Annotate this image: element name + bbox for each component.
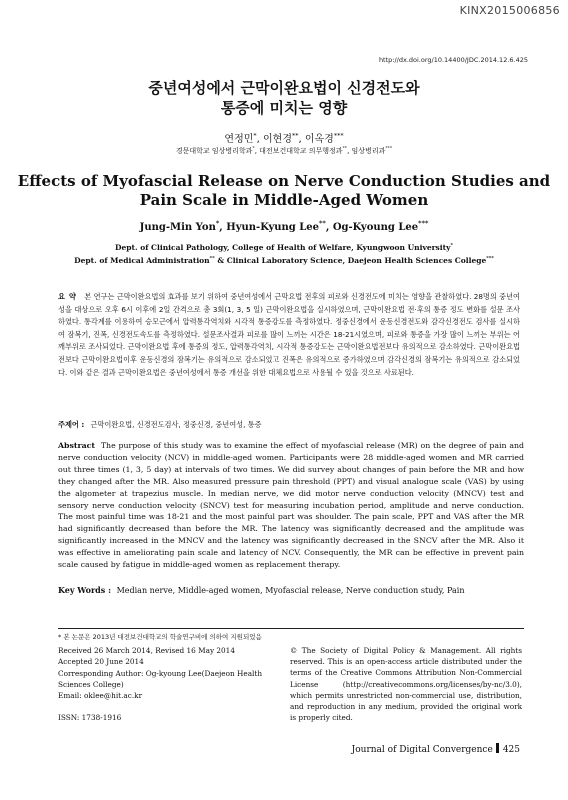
english-affiliations	[0, 241, 568, 267]
korean-author-name: 이옥경	[304, 134, 334, 145]
english-title-line-1: Effects of Myofascial Release on Nerve Conduction Studies and	[17, 172, 551, 190]
funding-note: * 본 논문은 2013년 대전보건대학교의 학술연구비에 의하여 지원되었음	[58, 633, 262, 641]
footnote-divider	[58, 628, 524, 629]
article-info	[58, 645, 268, 724]
english-abstract-label: Abstract	[58, 441, 96, 450]
english-authors: Jung-Min Yon*, Hyun-Kyung Lee**, Og-Kyoung Lee***	[139, 219, 429, 233]
english-author-name: Jung-Min Yon	[139, 222, 216, 233]
english-abstract	[58, 440, 524, 571]
issn: ISSN: 1738-1916	[58, 713, 122, 723]
english-affiliation-line-1	[0, 241, 568, 254]
english-keywords-text: Median nerve, Middle-aged women, Myofascial release, Nerve conduction study, Pain	[116, 586, 465, 595]
english-affiliation-line-2	[0, 254, 568, 267]
corresponding-email[interactable]: Email: oklee@hit.ac.kr	[58, 691, 143, 701]
page-number: 425	[502, 745, 520, 755]
korean-author-name: 연정민	[224, 134, 254, 145]
english-title-line-2: Pain Scale in Middle-Aged Women	[139, 191, 429, 209]
korean-keywords	[58, 420, 520, 430]
english-keywords	[58, 585, 524, 595]
korean-affiliations: 경문대학교 임상병리학과*, 대전보건대학교 의무행정과**, 임상병리과***	[175, 146, 393, 155]
affiliation-text: & Clinical Laboratory Science, Daejeon Health Sciences College	[214, 256, 487, 265]
journal-name: Journal of Digital Convergence	[351, 745, 493, 755]
korean-authors: 연정민*, 이현경**, 이옥경***	[224, 131, 344, 145]
corresponding-author-affiliation: Sciences College)	[58, 679, 124, 689]
affiliation-text: Dept. of Clinical Pathology, College of Health of Welfare, Kyungwoon University	[115, 243, 451, 252]
korean-title-line-1: 중년여성에서 근막이완요법이 신경전도와	[148, 79, 420, 97]
corresponding-author: Corresponding Author: Og-kyoung Lee(Daejeon Health	[58, 668, 263, 678]
affiliation-mark: *	[450, 242, 453, 249]
doi-link[interactable]: http://dx.doi.org/10.14400/JDC.2014.12.6.425	[378, 56, 528, 64]
english-author-name: Hyun-Kyung Lee	[226, 222, 320, 233]
korean-keywords-text: 근막이완요법, 신경전도검사, 정중신경, 중년여성, 통증	[90, 420, 262, 429]
korean-author-name: 이현경	[263, 134, 292, 145]
affiliation-mark: **	[209, 255, 215, 262]
korean-title	[0, 78, 568, 118]
korean-affiliation: 대전보건대학교 의무행정과	[259, 147, 343, 155]
author-mark: ***	[418, 219, 429, 228]
korean-title-line-2: 통증에 미치는 영향	[220, 99, 348, 117]
author-mark: ***	[333, 131, 344, 140]
author-mark: **	[319, 219, 326, 228]
author-mark: **	[291, 131, 299, 140]
page-footer	[352, 743, 520, 755]
affiliation-mark: ***	[385, 146, 393, 152]
korean-keywords-label: 주제어 :	[58, 420, 85, 429]
affiliation-mark: **	[342, 146, 348, 152]
footer-separator	[496, 743, 499, 753]
korean-affiliation: 경문대학교 임상병리학과	[175, 147, 253, 155]
affiliation-text: Dept. of Medical Administration	[74, 256, 210, 265]
korean-abstract-label: 요약	[58, 292, 80, 301]
author-mark: *	[253, 131, 257, 140]
affiliation-mark: *	[252, 146, 255, 152]
document-id-watermark: KINX2015006856	[459, 4, 560, 17]
author-mark: *	[215, 219, 220, 228]
korean-abstract	[58, 291, 520, 379]
english-title	[0, 172, 568, 210]
license-note: © The Society of Digital Policy & Management. All rights reserved. This is an open-access article distributed under the terms of the Creative Commons Attribution Non-Commercial License (http://creativecommons.org/licenses/by-nc/3.0), which permits unrestricted non-commercial use, distribution, and reproduction in any medium, provided the original work is properly cited.	[290, 646, 522, 723]
english-abstract-text: The purpose of this study was to examine the effect of myofascial release (MR) on the degree of pain and nerve conduction velocity (NCV) in middle-aged women. Participants were 28 middle-aged women and MR carried out three times (1, 3, 5 day) at intervals of two times. We did survey about changes of pain before the MR and how they changed after the MR. Also measured pressure pain threshold (PPT) and visual analogue scale (VAS) by using the algometer at trapezius muscle. In median nerve, we did motor nerve conduction velocity (MNCV) test and sensory nerve conduction velocity (SNCV) test for measuring incubation period, amplitude and nerve conduction. The most painful time was 18-21 and the most painful part was shoulder. The pain scale, PPT and VAS after the MR had significantly decreased than before the MR. The latency was significantly decreased and the amplitude was significantly increased in the MNCV and the latency was significantly decreased in the SNCV after the MR. Also it was effective in ameliorating pain scale and latency of NCV. Consequently, the MR can be effective in prevent pain scale caused by fatigue in middle-aged women as replacement therapy.	[58, 441, 525, 570]
korean-affiliation: 임상병리과	[351, 147, 386, 155]
english-keywords-label: Key Words :	[58, 585, 112, 595]
affiliation-mark: ***	[486, 255, 494, 262]
spacer	[58, 701, 268, 712]
received-date: Received 26 March 2014, Revised 16 May 2014	[58, 646, 235, 655]
accepted-date: Accepted 20 June 2014	[58, 657, 144, 667]
korean-abstract-text: 본 연구는 근막이완요법의 효과를 보기 위하여 중년여성에서 근막요법 전후의 피로와 신경전도에 미치는 영향을 관찰하였다. 28명의 중년여성을 대상으로 오후 6시 이후에 2일 간격으로 총 3회(1, 3, 5 일) 근막이완요법을 실시하였으며, 근막이완요법 전·후의 통증 정도 변화를 설문 조사하였다. 통각계를 이용하여 승모근에서 압력통각역치와 시각적 통증강도를 측정하였다. 정중신경에서 운동신경전도와 감각신경전도 검사를 실시하여 잠복기, 진폭, 신경전도속도를 측정하였다. 설문조사결과 피로를 많이 느끼는 시간은 18-21시였으며, 피로와 통증을 가장 많이 느끼는 부위는 어깨부위로 조사되었다. 근막이완요법 후에 통증의 정도, 압력통각역치, 시각적 통증강도는 근막이완요법전보다 유의적으로 감소하였다. 근막이완요법전보다 근막이완요법이후 운동신경의 잠복기는 유의적으로 감소되었고 진폭은 유의적으로 증가하였으며 감각신경의 잠복기는 유의적으로 감소되었다. 이와 같은 결과 근막이완요법은 중년여성에서 통증 개선을 위한 대체요법으로 사용될 수 있을 것으로 사료된다.	[58, 292, 520, 377]
english-author-name: Og-Kyoung Lee	[332, 222, 419, 233]
